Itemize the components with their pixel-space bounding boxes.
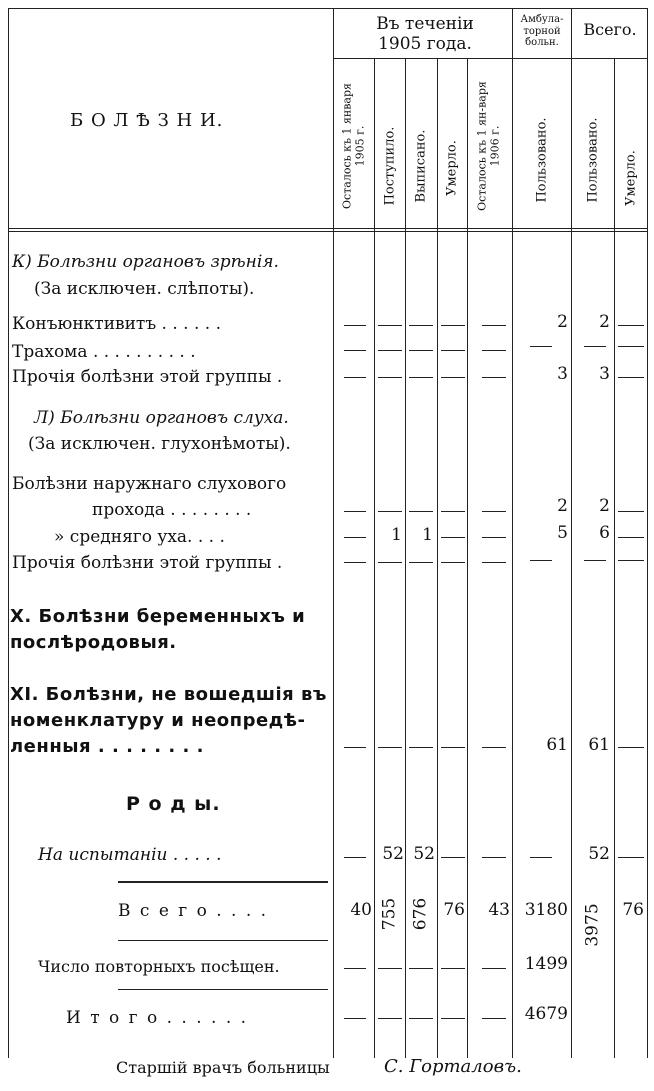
row-dash	[482, 968, 506, 969]
row-dash	[378, 1018, 402, 1019]
vsego-value: 52	[588, 844, 610, 864]
post-value: 1	[391, 525, 402, 545]
row-dash	[409, 1018, 433, 1019]
row-dash	[618, 560, 644, 561]
row-dash	[530, 560, 552, 561]
row-dash	[618, 377, 644, 378]
total-vypisano: 676	[410, 897, 431, 931]
header-bottom-rule	[8, 228, 648, 229]
row-dash	[482, 562, 506, 563]
row-dash	[482, 350, 506, 351]
col-divider-7	[614, 58, 615, 1058]
row-label: Прочія болѣзни этой группы .	[12, 553, 283, 573]
ambul-value: 3	[557, 364, 568, 384]
col-divider-5	[512, 8, 513, 1058]
ambul-value: 2	[557, 496, 568, 516]
vyp-value: 1	[422, 525, 433, 545]
row-dash	[409, 562, 433, 563]
row-dash	[344, 562, 366, 563]
period-group-header: Въ теченіи 1905 года.	[376, 14, 474, 55]
section-xi-title-cont: номенклатуру и неопредѣ-	[10, 710, 306, 731]
col-header-vsego-umerlo: Умерло.	[623, 150, 639, 206]
row-label: Конъюнктивитъ . . . . . .	[12, 314, 221, 334]
row-dash	[584, 560, 606, 561]
row-dash	[618, 747, 644, 748]
col-header-ost1905: Осталось къ 1 января 1905 г.	[340, 83, 366, 209]
vsego-value: 61	[588, 735, 610, 755]
left-border	[8, 8, 9, 1058]
row-dash	[441, 511, 465, 512]
right-border	[647, 8, 648, 1058]
row-dash	[441, 857, 465, 858]
signature-name: С. Горталовъ.	[384, 1056, 522, 1077]
row-dash	[344, 747, 366, 748]
row-dash	[409, 511, 433, 512]
row-dash	[584, 346, 606, 347]
diseases-header: Б О Л Ѣ З Н И.	[70, 110, 224, 131]
row-dash	[344, 511, 366, 512]
row-dash	[441, 747, 465, 748]
signature-text: Старшій врачъ больницы	[116, 1058, 330, 1077]
row-dash	[378, 325, 402, 326]
row-label: Прочія болѣзни этой группы .	[12, 367, 283, 387]
header-bottom-rule-2	[8, 231, 648, 232]
itogo-rule	[118, 989, 328, 990]
row-dash	[441, 1018, 465, 1019]
row-dash	[482, 511, 506, 512]
repeat-ambul: 1499	[524, 954, 568, 974]
col-header-ost1906: Осталось къ 1 ян-варя 1906 г.	[475, 81, 501, 211]
row-label: прохода . . . . . . . .	[92, 500, 252, 520]
section-k-title: К) Болѣзни органовъ зрѣнія.	[12, 252, 279, 272]
row-label: Болѣзни наружнаго слухового	[12, 474, 287, 494]
row-dash	[378, 350, 402, 351]
row-dash	[618, 857, 644, 858]
section-l-title: Л) Болѣзни органовъ слуха.	[34, 408, 289, 428]
total-label: В с е г о . . . .	[118, 901, 269, 921]
row-dash	[344, 857, 366, 858]
row-dash	[482, 857, 506, 858]
row-dash	[441, 377, 465, 378]
row-dash	[344, 325, 366, 326]
totals-top-rule	[118, 881, 328, 883]
row-dash	[441, 350, 465, 351]
row-dash	[409, 377, 433, 378]
row-dash	[482, 1018, 506, 1019]
row-dash	[344, 377, 366, 378]
total-ost1906: 43	[488, 900, 510, 920]
total-ost1905: 40	[350, 900, 372, 920]
top-border	[8, 8, 648, 9]
vsego-value: 6	[599, 523, 610, 543]
row-dash	[618, 511, 644, 512]
section-k-subtitle: (За исключен. слѣпоты).	[34, 279, 255, 299]
vsego-value: 2	[599, 496, 610, 516]
total-vsego-polzovano: 3975	[582, 903, 603, 947]
row-dash	[409, 350, 433, 351]
col-divider-labels	[333, 8, 334, 1058]
total-ambul: 3180	[524, 900, 568, 920]
ambul-value: 2	[557, 312, 568, 332]
section-x-title-cont: послѣродовыя.	[10, 632, 177, 653]
total-postupilo: 755	[379, 897, 400, 931]
repeat-visits-label: Число повторныхъ посѣщен.	[38, 957, 280, 976]
row-dash	[482, 747, 506, 748]
row-dash	[378, 377, 402, 378]
itogo-label: И т о г о . . . . . .	[66, 1008, 249, 1028]
section-xi-title: XI. Болѣзни, не вошедшія въ	[10, 684, 327, 705]
total-umerlo: 76	[443, 900, 465, 920]
vsego-value: 3	[599, 364, 610, 384]
row-dash	[441, 562, 465, 563]
section-x-title: X. Болѣзни беременныхъ и	[10, 606, 306, 627]
col-header-ambul-polzovano: Пользовано.	[534, 117, 550, 203]
ambul-value: 5	[557, 523, 568, 543]
row-dash	[618, 346, 644, 347]
itogo-ambul: 4679	[524, 1004, 568, 1024]
row-dash	[344, 537, 366, 538]
row-dash	[482, 325, 506, 326]
row-label: » средняго уха. . . .	[54, 527, 225, 547]
section-xi-title-cont: ленныя . . . . . . . .	[10, 736, 204, 757]
col-header-umerlo: Умерло.	[444, 140, 460, 196]
row-dash	[344, 968, 366, 969]
repeat-rule	[118, 940, 328, 941]
total-vsego-umerlo: 76	[622, 900, 644, 920]
row-dash	[482, 537, 506, 538]
row-dash	[441, 537, 465, 538]
row-dash	[409, 325, 433, 326]
row-label: На испытаніи . . . . .	[38, 845, 222, 865]
row-dash	[441, 968, 465, 969]
col-divider-6	[571, 8, 572, 1058]
row-dash	[618, 537, 644, 538]
row-dash	[378, 511, 402, 512]
col-header-vsego-polzovano: Пользовано.	[585, 117, 601, 203]
row-dash	[378, 562, 402, 563]
vsego-value: 2	[599, 312, 610, 332]
row-dash	[441, 325, 465, 326]
row-dash	[409, 747, 433, 748]
section-rody-title: Р о д ы.	[126, 793, 221, 815]
header-group-rule	[333, 58, 648, 59]
row-dash	[378, 968, 402, 969]
col-divider-3	[437, 58, 438, 1058]
row-dash	[378, 747, 402, 748]
row-dash	[482, 377, 506, 378]
col-divider-2	[405, 58, 406, 1058]
row-dash	[618, 325, 644, 326]
row-dash	[530, 346, 552, 347]
row-dash	[530, 857, 552, 858]
col-divider-1	[374, 58, 375, 1058]
row-dash	[409, 968, 433, 969]
row-label: Трахома . . . . . . . . . .	[12, 342, 196, 362]
col-header-vypisano: Выписано.	[413, 129, 429, 203]
col-divider-4	[467, 58, 468, 1058]
ambul-value: 61	[546, 735, 568, 755]
section-l-subtitle: (За исключен. глухонѣмоты).	[28, 434, 291, 454]
col-header-postupilo: Поступило.	[382, 126, 398, 206]
ambulatory-group-header: Амбула-торной больн.	[520, 14, 564, 48]
total-group-header: Всего.	[583, 20, 637, 39]
post-value: 52	[382, 844, 404, 864]
vyp-value: 52	[413, 844, 435, 864]
row-dash	[344, 1018, 366, 1019]
row-dash	[344, 350, 366, 351]
